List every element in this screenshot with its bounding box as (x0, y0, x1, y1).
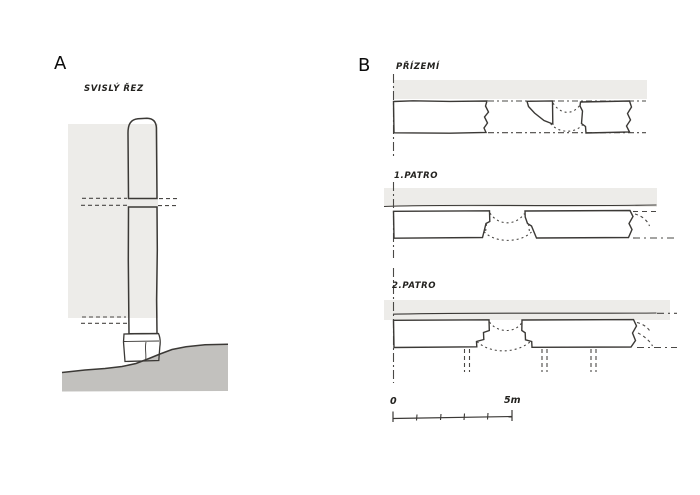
opening-arc-dotted (551, 124, 583, 132)
scale-end-label: 5m (504, 395, 521, 406)
scale-bar-tick (464, 414, 465, 421)
panel-b-label: B (358, 55, 372, 76)
opening-arc-dotted (490, 322, 523, 331)
wall-segment-shape (394, 211, 490, 238)
wall-segment-shape (522, 320, 637, 348)
wall-segment-shape (394, 101, 489, 133)
scale-bar-tick (441, 414, 442, 420)
panel-a-label: A (54, 53, 68, 74)
facade-band-shape (393, 80, 647, 99)
ground-shape (62, 344, 228, 391)
scale-bar-tick (417, 415, 418, 421)
plan-prizemi-drawing (393, 74, 647, 158)
floor-label-prizemi: PŘÍZEMÍ (396, 62, 440, 72)
opening-arc-dotted (477, 342, 531, 351)
wall-segment-shape (394, 320, 490, 348)
opening-arc-dotted (490, 213, 525, 223)
opening-arc-dotted (553, 103, 580, 112)
ruin-edge-dashed-curve (635, 214, 650, 226)
wall-segment-shape (580, 101, 632, 133)
floor-label-2patro: 2.PATRO (392, 281, 437, 291)
plan-1patro-drawing (384, 182, 676, 258)
ruin-edge-dashed-curve (638, 333, 653, 346)
scale-bar (393, 410, 512, 422)
foundation-crack-line (145, 342, 146, 361)
foundation-joint-line (124, 341, 159, 342)
scale-bar-tick (488, 413, 489, 420)
opening-arc-dotted (484, 232, 532, 241)
floor-label-1patro: 1.PATRO (394, 171, 439, 181)
wall-segment-shape (525, 211, 633, 239)
ruin-edge-dashed-curve (637, 323, 651, 333)
vertical-section-drawing (62, 118, 228, 391)
scale-bar-line (393, 417, 512, 419)
facade-band-shape (384, 188, 657, 207)
panel-a-title: SVISLÝ ŘEZ (84, 84, 144, 94)
scale-start-label: 0 (390, 396, 397, 407)
wall-background-shape (68, 124, 158, 318)
facade-band-shape (384, 300, 670, 320)
wall-fragment-shape (527, 101, 553, 124)
